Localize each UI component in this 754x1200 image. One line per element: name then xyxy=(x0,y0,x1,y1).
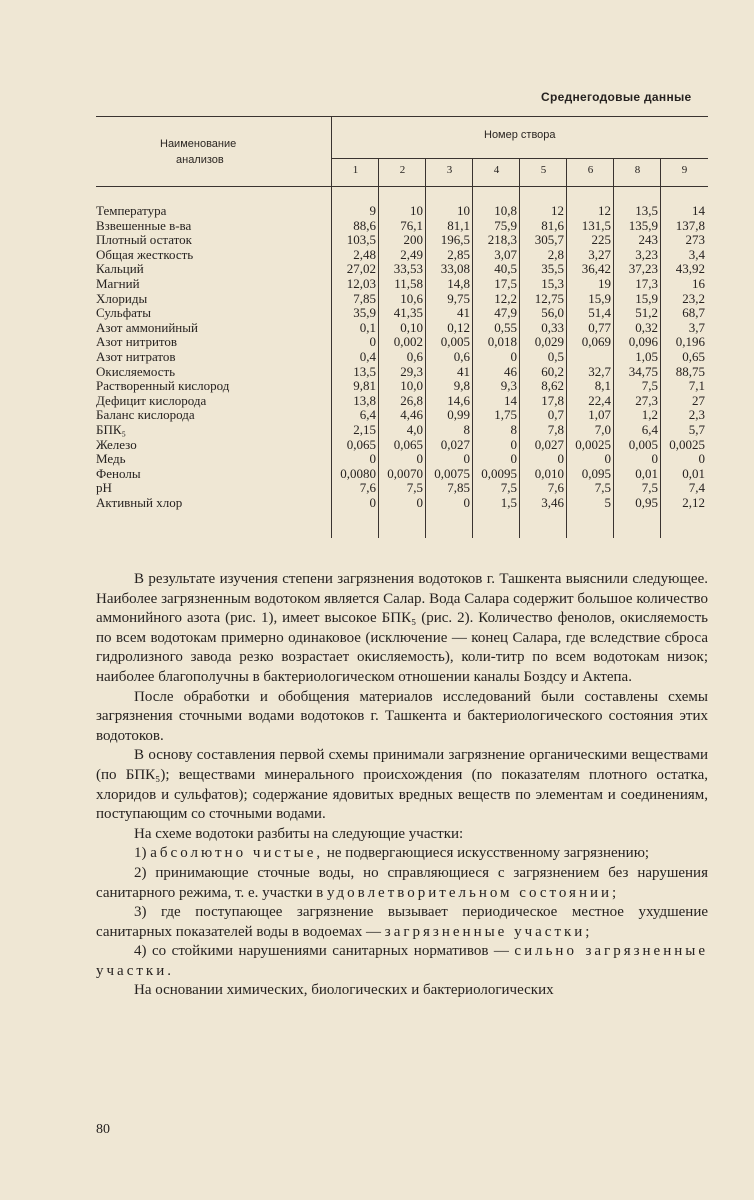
column-number: 5 xyxy=(540,164,547,176)
text: 2) принимающие сточные воды, но справляющиеся с загрязнением без нарушения санитарного режима, т. е. участки в xyxy=(96,864,708,901)
table-cell: 15,3 xyxy=(541,276,564,291)
table-cell: 12,03 xyxy=(346,276,376,291)
table-cell: 14,6 xyxy=(447,392,470,408)
table-cell: 17,5 xyxy=(494,276,517,291)
table-cell: 0,65 xyxy=(682,349,705,364)
table-cell: 0 xyxy=(604,451,611,467)
table-cell: 0,01 xyxy=(635,465,658,481)
table-cell: 0,0070 xyxy=(387,465,423,481)
table-cell: 0,065 xyxy=(393,436,423,452)
table-cell: 10,0 xyxy=(400,378,423,394)
column-number: 8 xyxy=(634,164,641,176)
table-cell: 8 xyxy=(510,422,517,437)
table-top-rule xyxy=(96,116,708,117)
table-cell: 0,065 xyxy=(346,436,376,452)
table-cell: 3,07 xyxy=(494,246,517,262)
row-label: pH xyxy=(96,480,112,496)
table-cell: 9,3 xyxy=(500,378,517,394)
table-cell: 1,07 xyxy=(588,407,611,423)
table-cell: 0,1 xyxy=(359,319,376,335)
table-cell: 0,005 xyxy=(440,334,470,350)
table-cell: 0,32 xyxy=(635,319,658,335)
table-cell: 0,5 xyxy=(547,349,564,364)
table-cell: 0,6 xyxy=(453,349,470,364)
table-cell: 0 xyxy=(369,334,376,350)
paragraph: В основу составления первой схемы принимали загрязнение органическими веществами (по БПК₅); веществами минерального происхождения (по показателям плотного остатка, хлоридов и сульфатов); содержание ядовитых вредных веществ по элементам и соединениям, поступающим со сточными водами. xyxy=(96,747,708,823)
table-cell: 5,7 xyxy=(688,422,705,437)
table-cell: 0,096 xyxy=(628,334,658,350)
table-cell: 19 xyxy=(598,276,611,291)
table-cell: 5 xyxy=(604,495,611,510)
row-label: Окисляемость xyxy=(96,363,176,379)
table-cell: 0,018 xyxy=(487,334,517,350)
table-cell: 0,027 xyxy=(440,436,470,452)
emphasis: абсолютно чистые, xyxy=(150,845,324,862)
table-cell: 0,0075 xyxy=(434,465,470,481)
column-number: 9 xyxy=(681,164,688,176)
table-cell: 0 xyxy=(510,349,517,364)
table-cell: 32,7 xyxy=(588,363,611,379)
table-cell: 11,58 xyxy=(394,276,423,291)
table-cell: 2,8 xyxy=(547,246,564,262)
table-cell: 0,196 xyxy=(675,334,705,350)
table-cell: 305,7 xyxy=(534,232,564,248)
text: 3) где поступающее загрязнение вызывает периодическое местное ухудшение санитарных показателей воды в водоемах — xyxy=(96,904,708,940)
column-number: 1 xyxy=(352,164,359,176)
table-cell: 9,75 xyxy=(447,290,470,306)
column-number: 2 xyxy=(399,164,406,176)
table-cell: 0,55 xyxy=(494,319,517,335)
table-cell: 0,6 xyxy=(406,349,423,364)
column-divider xyxy=(472,158,473,538)
table-cell: 1,05 xyxy=(635,349,658,364)
table-cell: 12 xyxy=(598,203,611,218)
table-cell: 6,4 xyxy=(641,422,658,437)
table-cell: 218,3 xyxy=(487,232,517,248)
table-cell: 7,85 xyxy=(447,480,470,496)
table-cell: 1,5 xyxy=(500,495,517,510)
table-cell: 47,9 xyxy=(494,305,517,321)
name-column-divider xyxy=(331,116,332,538)
column-number: 3 xyxy=(446,164,453,176)
table-cell: 0,33 xyxy=(541,319,564,335)
row-label: Медь xyxy=(96,451,126,467)
table-cell: 135,9 xyxy=(628,217,658,233)
table-cell: 0,77 xyxy=(588,319,611,335)
table-cell: 0 xyxy=(416,495,423,510)
table-cell: 14 xyxy=(692,203,705,218)
table-cell: 4,46 xyxy=(400,407,423,423)
table-cell: 2,12 xyxy=(682,495,705,510)
column-number: 6 xyxy=(587,164,594,176)
table-cell: 0,12 xyxy=(447,319,470,335)
table-cell: 14,8 xyxy=(447,276,470,291)
table-cell: 10,6 xyxy=(400,290,423,306)
table-cell: 0 xyxy=(369,495,376,510)
table-cell: 7,5 xyxy=(594,480,611,496)
table-cell: 0,0080 xyxy=(340,465,376,481)
table-cell: 40,5 xyxy=(494,261,517,277)
table-cell: 0 xyxy=(510,436,517,452)
table-cell: 7,0 xyxy=(594,422,611,437)
emphasis: загрязненные участки; xyxy=(384,923,593,940)
table-cell: 0,0025 xyxy=(575,436,611,452)
row-label: Взвешенные в-ва xyxy=(96,217,192,233)
table-cell: 46 xyxy=(504,363,517,379)
table-cell: 13,5 xyxy=(353,363,376,379)
table-cell: 13,5 xyxy=(635,203,658,218)
table-cell: 88,6 xyxy=(353,217,376,233)
table-cell: 75,9 xyxy=(494,217,517,233)
table-cell: 7,6 xyxy=(547,480,564,496)
table-cell: 0,002 xyxy=(393,334,423,350)
table-cell: 14 xyxy=(504,392,517,408)
table-cell: 3,46 xyxy=(541,495,564,510)
column-divider xyxy=(613,158,614,538)
paragraph xyxy=(96,903,708,942)
table-cell: 29,3 xyxy=(400,363,423,379)
table-cell: 43,92 xyxy=(675,261,705,277)
table-cell: 0,95 xyxy=(635,495,658,510)
table-cell: 0 xyxy=(510,451,517,467)
table-cell: 3,4 xyxy=(688,246,705,262)
table-cell: 22,4 xyxy=(588,392,611,408)
table-cell: 35,5 xyxy=(541,261,564,277)
table-cell: 7,8 xyxy=(547,422,564,437)
row-label: Сульфаты xyxy=(96,305,151,321)
table-cell: 8 xyxy=(463,422,470,437)
table-cell: 60,2 xyxy=(541,363,564,379)
row-label: Растворенный кислород xyxy=(96,378,230,394)
table-cell: 51,2 xyxy=(635,305,658,321)
table-cell: 7,5 xyxy=(641,378,658,394)
table-cell: 8,62 xyxy=(541,378,564,394)
paragraph: После обработки и обобщения материалов исследований были составлены схемы загрязнения сточными водами водотоков г. Ташкента и бактериологического состояния этих водотоков. xyxy=(96,688,708,744)
row-label: Хлориды xyxy=(96,290,148,306)
emphasis: удовлетворительном состоянии; xyxy=(327,884,620,901)
table-cell: 41 xyxy=(457,305,470,321)
row-label: Фенолы xyxy=(96,465,141,481)
table-cell: 2,85 xyxy=(447,246,470,262)
table-cell: 35,9 xyxy=(353,305,376,321)
table-cell: 0 xyxy=(463,495,470,510)
table-cell: 56,0 xyxy=(541,305,564,321)
table-cell: 15,9 xyxy=(588,290,611,306)
table-cell: 225 xyxy=(591,232,611,248)
table-cell: 33,53 xyxy=(393,261,423,277)
table-cell: 3,27 xyxy=(588,246,611,262)
paragraph xyxy=(96,942,708,981)
table-cell: 34,75 xyxy=(628,363,658,379)
table-cell: 0,01 xyxy=(682,465,705,481)
paragraph xyxy=(96,864,708,903)
table-cell: 7,6 xyxy=(359,480,376,496)
row-label: Плотный остаток xyxy=(96,232,192,248)
row-label: Активный хлор xyxy=(96,495,183,510)
table-cell: 196,5 xyxy=(440,232,470,248)
table-header-rule xyxy=(96,186,708,187)
table-cell: 88,75 xyxy=(675,363,705,379)
table-cell: 7,4 xyxy=(688,480,705,496)
table-cell: 68,7 xyxy=(682,305,705,321)
header-name-line2: анализов xyxy=(176,154,224,166)
table-cell: 10 xyxy=(410,203,423,218)
table-cell: 0,027 xyxy=(534,436,564,452)
table-cell: 2,3 xyxy=(688,407,705,423)
table-cell: 7,5 xyxy=(500,480,517,496)
table-cell: 17,3 xyxy=(635,276,658,291)
table-cell: 10,8 xyxy=(494,203,517,218)
paragraph: На схеме водотоки разбиты на следующие участки: xyxy=(134,825,464,842)
table-cell: 131,5 xyxy=(581,217,611,233)
row-label: БПК₅ xyxy=(96,422,127,437)
table-cell: 7,5 xyxy=(406,480,423,496)
table-cell: 243 xyxy=(638,232,658,248)
table-cell: 0 xyxy=(557,451,564,467)
table-cell: 15,9 xyxy=(635,290,658,306)
row-label: Магний xyxy=(96,276,140,291)
table-cell: 0 xyxy=(416,451,423,467)
table-cell: 26,8 xyxy=(400,392,423,408)
row-label: Железо xyxy=(96,436,137,452)
table-cell: 0,095 xyxy=(581,465,611,481)
table-cell: 27,02 xyxy=(346,261,376,277)
table-cell: 0 xyxy=(463,451,470,467)
table-cell: 3,7 xyxy=(688,319,705,335)
table-cell: 273 xyxy=(685,232,705,248)
running-head: Среднегодовые данные xyxy=(541,90,692,104)
table-cell: 0 xyxy=(651,451,658,467)
table-cell: 200 xyxy=(403,232,423,248)
table-cell: 0 xyxy=(698,451,705,467)
row-label: Кальций xyxy=(96,261,144,277)
table-cell: 0,0025 xyxy=(669,436,705,452)
table-cell: 36,42 xyxy=(581,261,611,277)
table-cell: 9 xyxy=(369,203,376,218)
row-label: Азот нитритов xyxy=(96,334,178,350)
column-divider xyxy=(378,158,379,538)
page-number: 80 xyxy=(96,1122,110,1137)
table-cell: 4,0 xyxy=(406,422,423,437)
table-cell: 0 xyxy=(369,451,376,467)
table-cell: 0,069 xyxy=(581,334,611,350)
table-cell: 9,81 xyxy=(353,378,376,394)
table-cell: 12 xyxy=(551,203,564,218)
table-cell: 12,75 xyxy=(534,290,564,306)
table-cell: 0,99 xyxy=(447,407,470,423)
table-cell: 41 xyxy=(457,363,470,379)
table-cell: 9,8 xyxy=(453,378,470,394)
table-cell: 0,029 xyxy=(534,334,564,350)
table-cell: 7,5 xyxy=(641,480,658,496)
table-cell: 2,49 xyxy=(400,246,423,262)
table-cell: 41,35 xyxy=(393,305,423,321)
table-cell: 16 xyxy=(692,276,705,291)
column-divider xyxy=(566,158,567,538)
table-cell: 81,6 xyxy=(541,217,564,233)
table-cell: 37,23 xyxy=(628,261,658,277)
table-cell: 0,005 xyxy=(628,436,658,452)
row-label: Температура xyxy=(96,203,167,218)
column-divider xyxy=(519,158,520,538)
table-cell: 81,1 xyxy=(447,217,470,233)
row-label: Дефицит кислорода xyxy=(96,392,207,408)
table-cell: 13,8 xyxy=(353,392,376,408)
header-name-line1: Наименование xyxy=(160,138,237,150)
text: 4) со стойкими нарушениями санитарных нормативов — xyxy=(134,943,515,960)
row-label: Азот аммонийный xyxy=(96,319,198,335)
table-cell: 23,2 xyxy=(682,290,705,306)
table-cell: 2,15 xyxy=(353,422,376,437)
table-cell: 0,7 xyxy=(547,407,564,423)
table-cell: 137,8 xyxy=(675,217,705,233)
group-header-rule xyxy=(332,158,708,159)
table-cell: 103,5 xyxy=(346,232,376,248)
table-cell: 51,4 xyxy=(588,305,611,321)
table-cell: 27 xyxy=(692,392,705,408)
paragraph: В результате изучения степени загрязнения водотоков г. Ташкента выяснили следующее. Наиболее загрязненным водотоком является Салар. Вода Салара содержит большое количество аммонийного азота (рис. 1), имеет высокое БПК₅ (рис. 2). Количество фенолов, окисляемость по всем водотокам примерно одинаковое (исключение — конец Салара, где вследствие сброса гидролизного завода резко возрастает окисляемость), коли-титр по всем водотокам низок; наиболее благополучны в бактериологическом отношении каналы Боздсу и Актепа. xyxy=(96,571,708,685)
table-cell: 10 xyxy=(457,203,470,218)
table-cell: 7,85 xyxy=(353,290,376,306)
table-cell: 0,4 xyxy=(359,349,376,364)
table-cell: 12,2 xyxy=(494,290,517,306)
header-group: Номер створа xyxy=(484,129,556,141)
table-cell: 1,75 xyxy=(494,407,517,423)
table-cell: 6,4 xyxy=(359,407,376,423)
body-text xyxy=(96,570,708,1001)
row-label: Общая жесткость xyxy=(96,246,194,262)
column-divider xyxy=(660,158,661,538)
table-cell: 0,010 xyxy=(534,465,564,481)
paragraph: На основании химических, биологических и бактериологических xyxy=(134,982,554,999)
table-cell: 27,3 xyxy=(635,392,658,408)
table-cell: 1,2 xyxy=(641,407,658,423)
paragraph xyxy=(96,844,708,864)
emphasis: сильно загрязненные участки. xyxy=(96,943,709,979)
table-cell: 2,48 xyxy=(353,246,376,262)
column-number: 4 xyxy=(493,164,500,176)
table-cell: 7,1 xyxy=(688,378,705,394)
list-marker: 1) xyxy=(134,845,151,862)
table-cell: 0,0095 xyxy=(481,465,517,481)
table-cell: 3,23 xyxy=(635,246,658,262)
column-divider xyxy=(425,158,426,538)
table-cell: 76,1 xyxy=(400,217,423,233)
table-cell: 33,08 xyxy=(440,261,470,277)
row-label: Баланс кислорода xyxy=(96,407,195,423)
text: не подвергающиеся искусственному загрязнению; xyxy=(323,845,650,862)
table-cell: 0,10 xyxy=(400,319,423,335)
table-cell: 17,8 xyxy=(541,392,564,408)
row-label: Азот нитратов xyxy=(96,349,176,364)
table-cell: 8,1 xyxy=(594,378,611,394)
